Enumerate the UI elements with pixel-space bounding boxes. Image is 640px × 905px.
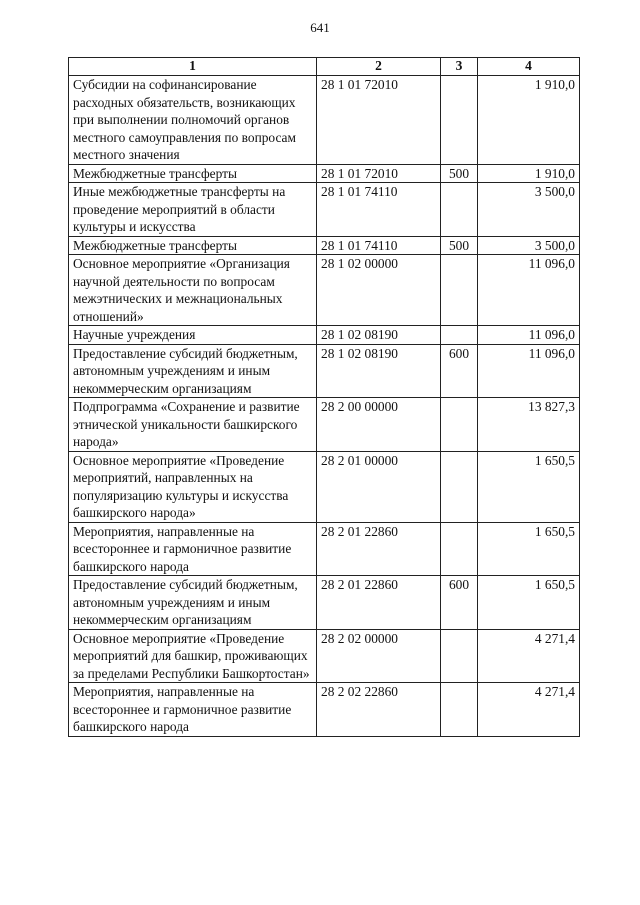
row-vr <box>441 522 478 576</box>
row-name: Основное мероприятие «Организация научной деятельности по вопросам межэтнических и межнациональных отношений» <box>69 255 317 326</box>
row-code: 28 2 00 00000 <box>317 398 441 452</box>
table-row <box>69 683 580 737</box>
row-amount: 1 650,5 <box>478 576 580 630</box>
row-vr <box>441 183 478 237</box>
header-col-2: 2 <box>317 58 441 76</box>
row-name: Подпрограмма «Сохранение и развитие этнической уникальности башкирского народа» <box>69 398 317 452</box>
row-vr <box>441 451 478 522</box>
row-code: 28 1 01 72010 <box>317 76 441 165</box>
row-name: Мероприятия, направленные на всестороннее и гармоничное развитие башкирского народа <box>69 522 317 576</box>
row-name: Мероприятия, направленные на всестороннее и гармоничное развитие башкирского народа <box>69 683 317 737</box>
row-name: Субсидии на софинансирование расходных обязательств, возникающих при выполнении полномочий органов местного самоуправления по вопросам местного значения <box>69 76 317 165</box>
row-vr <box>441 683 478 737</box>
row-vr <box>441 255 478 326</box>
header-row <box>69 58 580 76</box>
row-name: Основное мероприятие «Проведение мероприятий для башкир, проживающих за пределами Республики Башкортостан» <box>69 629 317 683</box>
row-amount: 11 096,0 <box>478 255 580 326</box>
row-name: Предоставление субсидий бюджетным, автономным учреждениям и иным некоммерческим организациям <box>69 576 317 630</box>
row-vr: 500 <box>441 236 478 255</box>
row-code: 28 1 02 08190 <box>317 344 441 398</box>
header-col-4: 4 <box>478 58 580 76</box>
row-amount: 1 650,5 <box>478 522 580 576</box>
row-amount: 11 096,0 <box>478 344 580 398</box>
row-code: 28 1 02 00000 <box>317 255 441 326</box>
row-code: 28 2 01 22860 <box>317 522 441 576</box>
table-row <box>69 164 580 183</box>
row-code: 28 2 01 00000 <box>317 451 441 522</box>
table-row <box>69 344 580 398</box>
header-col-3: 3 <box>441 58 478 76</box>
row-amount: 1 910,0 <box>478 76 580 165</box>
table-row <box>69 629 580 683</box>
table-row <box>69 398 580 452</box>
row-vr <box>441 629 478 683</box>
row-vr <box>441 326 478 345</box>
row-amount: 1 650,5 <box>478 451 580 522</box>
table-row <box>69 236 580 255</box>
row-name: Предоставление субсидий бюджетным, автономным учреждениям и иным некоммерческим организациям <box>69 344 317 398</box>
row-amount: 1 910,0 <box>478 164 580 183</box>
row-code: 28 1 01 74110 <box>317 236 441 255</box>
table-row <box>69 76 580 165</box>
header-col-1: 1 <box>69 58 317 76</box>
table-row <box>69 326 580 345</box>
row-name: Основное мероприятие «Проведение мероприятий, направленных на популяризацию культуры и искусства башкирского народа» <box>69 451 317 522</box>
table-row <box>69 576 580 630</box>
row-name: Межбюджетные трансферты <box>69 236 317 255</box>
row-code: 28 2 02 00000 <box>317 629 441 683</box>
row-vr <box>441 398 478 452</box>
row-amount: 3 500,0 <box>478 183 580 237</box>
table-row <box>69 451 580 522</box>
row-name: Научные учреждения <box>69 326 317 345</box>
row-amount: 3 500,0 <box>478 236 580 255</box>
row-code: 28 1 01 74110 <box>317 183 441 237</box>
row-code: 28 1 01 72010 <box>317 164 441 183</box>
row-amount: 11 096,0 <box>478 326 580 345</box>
row-amount: 4 271,4 <box>478 629 580 683</box>
row-vr <box>441 76 478 165</box>
row-code: 28 2 01 22860 <box>317 576 441 630</box>
row-amount: 4 271,4 <box>478 683 580 737</box>
table-row <box>69 183 580 237</box>
row-name: Межбюджетные трансферты <box>69 164 317 183</box>
row-vr: 600 <box>441 344 478 398</box>
budget-table <box>68 57 580 737</box>
row-name: Иные межбюджетные трансферты на проведение мероприятий в области культуры и искусства <box>69 183 317 237</box>
row-amount: 13 827,3 <box>478 398 580 452</box>
table-row <box>69 522 580 576</box>
row-vr: 500 <box>441 164 478 183</box>
row-code: 28 2 02 22860 <box>317 683 441 737</box>
table-row <box>69 255 580 326</box>
row-code: 28 1 02 08190 <box>317 326 441 345</box>
row-vr: 600 <box>441 576 478 630</box>
page-number: 641 <box>310 20 330 35</box>
